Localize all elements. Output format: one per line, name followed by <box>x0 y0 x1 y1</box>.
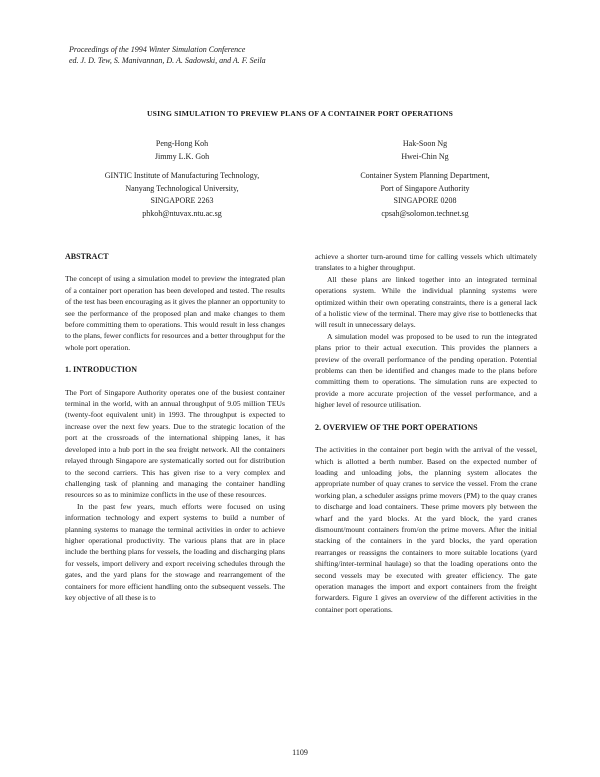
author-name: Jimmy L.K. Goh <box>154 151 210 161</box>
affiliation-line: SINGAPORE 2263 <box>150 196 214 205</box>
author-name: Hak-Soon Ng <box>402 139 448 148</box>
overview-paragraph-1: The activities in the container port begin with the arrival of the vessel, which is allotted a berth number. Based on the expected number of loading and unloading jobs, the planning system allocates the appropriate number of quay cranes to service the vessel. From the crane working plan, a scheduler assigns prime movers (PM) to the quay cranes to discharge and load containers. These prime movers ply between the wharf and the yard blocks. At the yard block, the yard cranes dismount/mount containers from/on the prime movers. After the initial stacking of the containers in the yard blocks, the yard operation rearranges or reassigns the containers to more suitable locations (yard shifting/inter-terminal haulage) so that the loading operations onto the second vessels may be executed with greater efficiency. The gate operation manages the import and export containers from the freight forwarders. Figure 1 gives an overview of the different activities in the container port operations. <box>315 445 537 614</box>
proceedings-line-2: ed. J. D. Tew, S. Manivannan, D. A. Sadowski, and A. F. Seila <box>69 56 266 65</box>
paper-title: USING SIMULATION TO PREVIEW PLANS OF A CONTAINER PORT OPERATIONS <box>147 109 453 118</box>
affiliation-line: Container System Planning Department, <box>360 171 490 180</box>
proceedings-line-1: Proceedings of the 1994 Winter Simulation Conference <box>69 45 246 54</box>
introduction-paragraph-1: The Port of Singapore Authority operates one of the busiest container terminal in the world, with an annual throughput of 9.05 million TEUs (twenty-foot equivalent unit) in 1993. The throughput is expected to increase over the next few years. Due to the strategic location of the port at the crossroads of the international shipping lanes, it has developed into a hub port in the sea freight network. All the containers relayed through Singapore are systematically sorted out for distribution to the second carriers. This has given rise to a very complex and challenging task of planning and managing the container handling resources so as to minimize conflicts in the use of these resources. <box>65 387 285 500</box>
author-email: cpsah@solomon.technet.sg <box>381 208 469 218</box>
right-paragraph-3: A simulation model was proposed to be used to run the integrated plans prior to their actual execution. This provides the planners a preview of the overall performance of the pending operation. Potential problems can then be identified and changes made to the plans before committing them to operations. The simulation runs are expected to provide a more accurate projection of the vessel performance, and a higher level of resource utilisation. <box>315 331 537 410</box>
authors-right <box>300 138 550 220</box>
author-name: Peng-Hong Koh <box>155 139 209 148</box>
affiliation-line: Port of Singapore Authority <box>380 183 470 193</box>
affiliation-line: SINGAPORE 0208 <box>393 196 457 205</box>
right-column <box>315 251 537 615</box>
introduction-heading: 1. INTRODUCTION <box>65 365 138 375</box>
author-email: phkoh@ntuvax.ntu.ac.sg <box>142 208 222 218</box>
right-paragraph-1: achieve a shorter turn-around time for calling vessels which ultimately translates to a higher throughput. <box>315 252 537 273</box>
affiliation-line: Nanyang Technological University, <box>125 183 239 193</box>
affiliation-line: GINTIC Institute of Manufacturing Technology, <box>104 171 260 180</box>
abstract-heading: ABSTRACT <box>65 252 109 261</box>
abstract-text: The concept of using a simulation model to preview the integrated plan of a container port operation has been developed and tested. The results of the test has been encouraging as it gives the planner an opportunity to see the performance of the proposed plan and make changes to them before committing them to operations. This would result in less changes to the plans, fewer conflicts for resources and a better throughput for the whole port operation. <box>65 274 285 352</box>
author-name: Hwei-Chin Ng <box>401 151 449 161</box>
right-paragraph-2: All these plans are linked together into an integrated terminal operations system. While the individual planning systems were optimized within their own operating constraints, there is a general lack of a holistic view of the terminal. There may give rise to bottlenecks that will result in unnecessary delays. <box>315 274 537 330</box>
authors-left <box>62 138 302 220</box>
overview-heading: 2. OVERVIEW OF THE PORT OPERATIONS <box>315 422 478 432</box>
proceedings-header <box>69 44 369 66</box>
page-number: 1109 <box>292 748 308 757</box>
left-column <box>65 251 285 603</box>
introduction-paragraph-2: In the past few years, much efforts were focused on using information technology and expert systems to build a number of planning systems to manage the terminal activities in order to achieve higher operational productivity. The various plans that are in place include the berthing plans for vessels, the loading and discharging plans for vessels, import delivery and export receiving schedules through the gates, and the yard plans for the stowage and rearrangement of the containers for more efficient handling onto the subsequent vessels. The key objective of all these is to <box>65 501 285 602</box>
